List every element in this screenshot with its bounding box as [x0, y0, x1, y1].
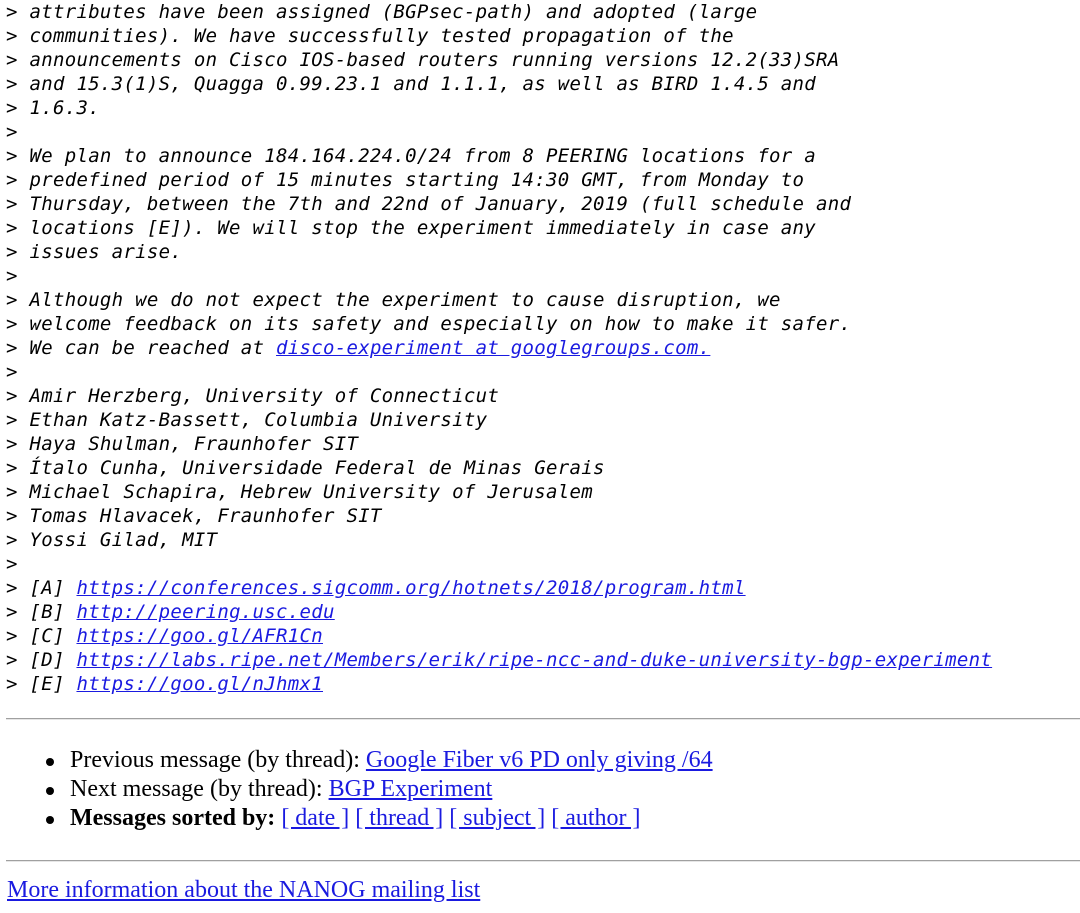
quote-line — [6, 384, 992, 408]
next-message-link[interactable]: BGP Experiment — [328, 776, 493, 802]
nav-sorted-item — [70, 804, 713, 833]
quote-marker: > — [6, 601, 18, 623]
quote-link[interactable]: https://goo.gl/nJhmx1 — [76, 673, 323, 695]
quote-line-text: announcements on Cisco IOS-based routers running versions 12.2(33)SRA — [29, 49, 840, 71]
quote-link[interactable]: https://labs.ripe.net/Members/erik/ripe-ncc-and-duke-university-bgp-experiment — [76, 649, 993, 671]
quote-line — [6, 360, 992, 384]
quote-marker: > — [6, 265, 18, 287]
quote-line — [6, 504, 992, 528]
quote-marker: > — [6, 73, 18, 95]
separator-bottom — [6, 860, 1080, 862]
quote-line-text: [E] — [29, 673, 77, 695]
quote-marker: > — [6, 289, 18, 311]
quote-marker: > — [6, 625, 18, 647]
quote-marker: > — [6, 433, 18, 455]
quote-marker: > — [6, 553, 18, 575]
quote-link[interactable]: https://conferences.sigcomm.org/hotnets/2018/program.html — [76, 577, 746, 599]
quote-line — [6, 528, 992, 552]
nav-next-label: Next message (by thread): — [70, 776, 323, 802]
quote-line-text: Thursday, between the 7th and 22nd of January, 2019 (full schedule and — [29, 193, 852, 215]
quote-line — [6, 312, 992, 336]
quote-line — [6, 552, 992, 576]
quote-link[interactable]: disco-experiment at googlegroups.com. — [276, 337, 711, 359]
quote-link[interactable]: http://peering.usc.edu — [76, 601, 335, 623]
quote-marker: > — [6, 649, 18, 671]
quote-marker: > — [6, 25, 18, 47]
quote-line-text: predefined period of 15 minutes starting 14:30 GMT, from Monday to — [29, 169, 805, 191]
quote-marker: > — [6, 97, 18, 119]
quote-marker: > — [6, 529, 18, 551]
quote-line — [6, 24, 992, 48]
quoted-message-body — [6, 0, 992, 696]
quote-line-text: 1.6.3. — [29, 97, 100, 119]
quote-marker: > — [6, 145, 18, 167]
quote-marker: > — [6, 313, 18, 335]
nav-next-item — [70, 775, 713, 804]
quote-marker: > — [6, 49, 18, 71]
quote-link[interactable]: https://goo.gl/AFR1Cn — [76, 625, 323, 647]
quote-marker: > — [6, 361, 18, 383]
quote-line — [6, 408, 992, 432]
quote-line — [6, 264, 992, 288]
quote-line — [6, 72, 992, 96]
nav-previous-label: Previous message (by thread): — [70, 747, 360, 773]
nav-previous-item — [70, 746, 713, 775]
sort-by-date-link[interactable]: [ date ] — [281, 805, 350, 831]
quote-line — [6, 648, 992, 672]
quote-line — [6, 288, 992, 312]
quote-marker: > — [6, 577, 18, 599]
quote-line-text: Michael Schapira, Hebrew University of Jerusalem — [29, 481, 593, 503]
quote-marker: > — [6, 241, 18, 263]
quote-line-text: Ítalo Cunha, Universidade Federal de Minas Gerais — [29, 457, 605, 479]
quote-line — [6, 216, 992, 240]
quote-line-text: Tomas Hlavacek, Fraunhofer SIT — [29, 505, 382, 527]
quote-line — [6, 432, 992, 456]
quote-line — [6, 480, 992, 504]
quote-marker: > — [6, 481, 18, 503]
quote-line — [6, 0, 992, 24]
quote-marker: > — [6, 673, 18, 695]
quote-marker: > — [6, 121, 18, 143]
quote-line-text: [D] — [29, 649, 77, 671]
sort-by-subject-link[interactable]: [ subject ] — [449, 805, 546, 831]
quote-line — [6, 456, 992, 480]
sort-by-thread-link[interactable]: [ thread ] — [355, 805, 444, 831]
quote-line — [6, 672, 992, 696]
quote-line-text: Although we do not expect the experiment to cause disruption, we — [29, 289, 781, 311]
quote-marker: > — [6, 193, 18, 215]
quote-line-text: and 15.3(1)S, Quagga 0.99.23.1 and 1.1.1, as well as BIRD 1.4.5 and — [29, 73, 817, 95]
quote-line — [6, 240, 992, 264]
quote-marker: > — [6, 337, 18, 359]
quote-line — [6, 576, 992, 600]
quote-line-text: [A] — [29, 577, 77, 599]
quote-marker: > — [6, 457, 18, 479]
quote-line-text: welcome feedback on its safety and especially on how to make it safer. — [29, 313, 852, 335]
quote-line-text: locations [E]). We will stop the experiment immediately in case any — [29, 217, 817, 239]
quote-marker: > — [6, 217, 18, 239]
quote-line-text: We can be reached at — [29, 337, 277, 359]
quote-line — [6, 120, 992, 144]
nav-sorted-label: Messages sorted by: — [70, 805, 276, 831]
footer — [7, 875, 480, 905]
quote-line-text: communities). We have successfully tested propagation of the — [29, 25, 734, 47]
quote-line — [6, 192, 992, 216]
quote-line — [6, 336, 992, 360]
quote-line — [6, 48, 992, 72]
quote-line — [6, 144, 992, 168]
quote-marker: > — [6, 169, 18, 191]
quote-marker: > — [6, 385, 18, 407]
quote-line-text: attributes have been assigned (BGPsec-path) and adopted (large — [29, 1, 758, 23]
previous-message-link[interactable]: Google Fiber v6 PD only giving /64 — [365, 747, 713, 773]
separator-top — [6, 718, 1080, 720]
quote-line-text: Ethan Katz-Bassett, Columbia University — [29, 409, 488, 431]
thread-navigation — [0, 746, 713, 833]
quote-line — [6, 168, 992, 192]
quote-line-text: We plan to announce 184.164.224.0/24 from 8 PEERING locations for a — [29, 145, 817, 167]
quote-line — [6, 96, 992, 120]
quote-line-text: issues arise. — [29, 241, 183, 263]
quote-line-text: Amir Herzberg, University of Connecticut — [29, 385, 500, 407]
quote-line — [6, 600, 992, 624]
quote-line-text: [C] — [29, 625, 77, 647]
quote-line-text: Haya Shulman, Fraunhofer SIT — [29, 433, 359, 455]
mailing-list-info-link[interactable]: More information about the NANOG mailing list — [7, 877, 481, 903]
quote-marker: > — [6, 1, 18, 23]
sort-by-author-link[interactable]: [ author ] — [551, 805, 641, 831]
quote-marker: > — [6, 409, 18, 431]
quote-line-text: [B] — [29, 601, 77, 623]
quote-line-text: Yossi Gilad, MIT — [29, 529, 218, 551]
quote-marker: > — [6, 505, 18, 527]
quote-line — [6, 624, 992, 648]
